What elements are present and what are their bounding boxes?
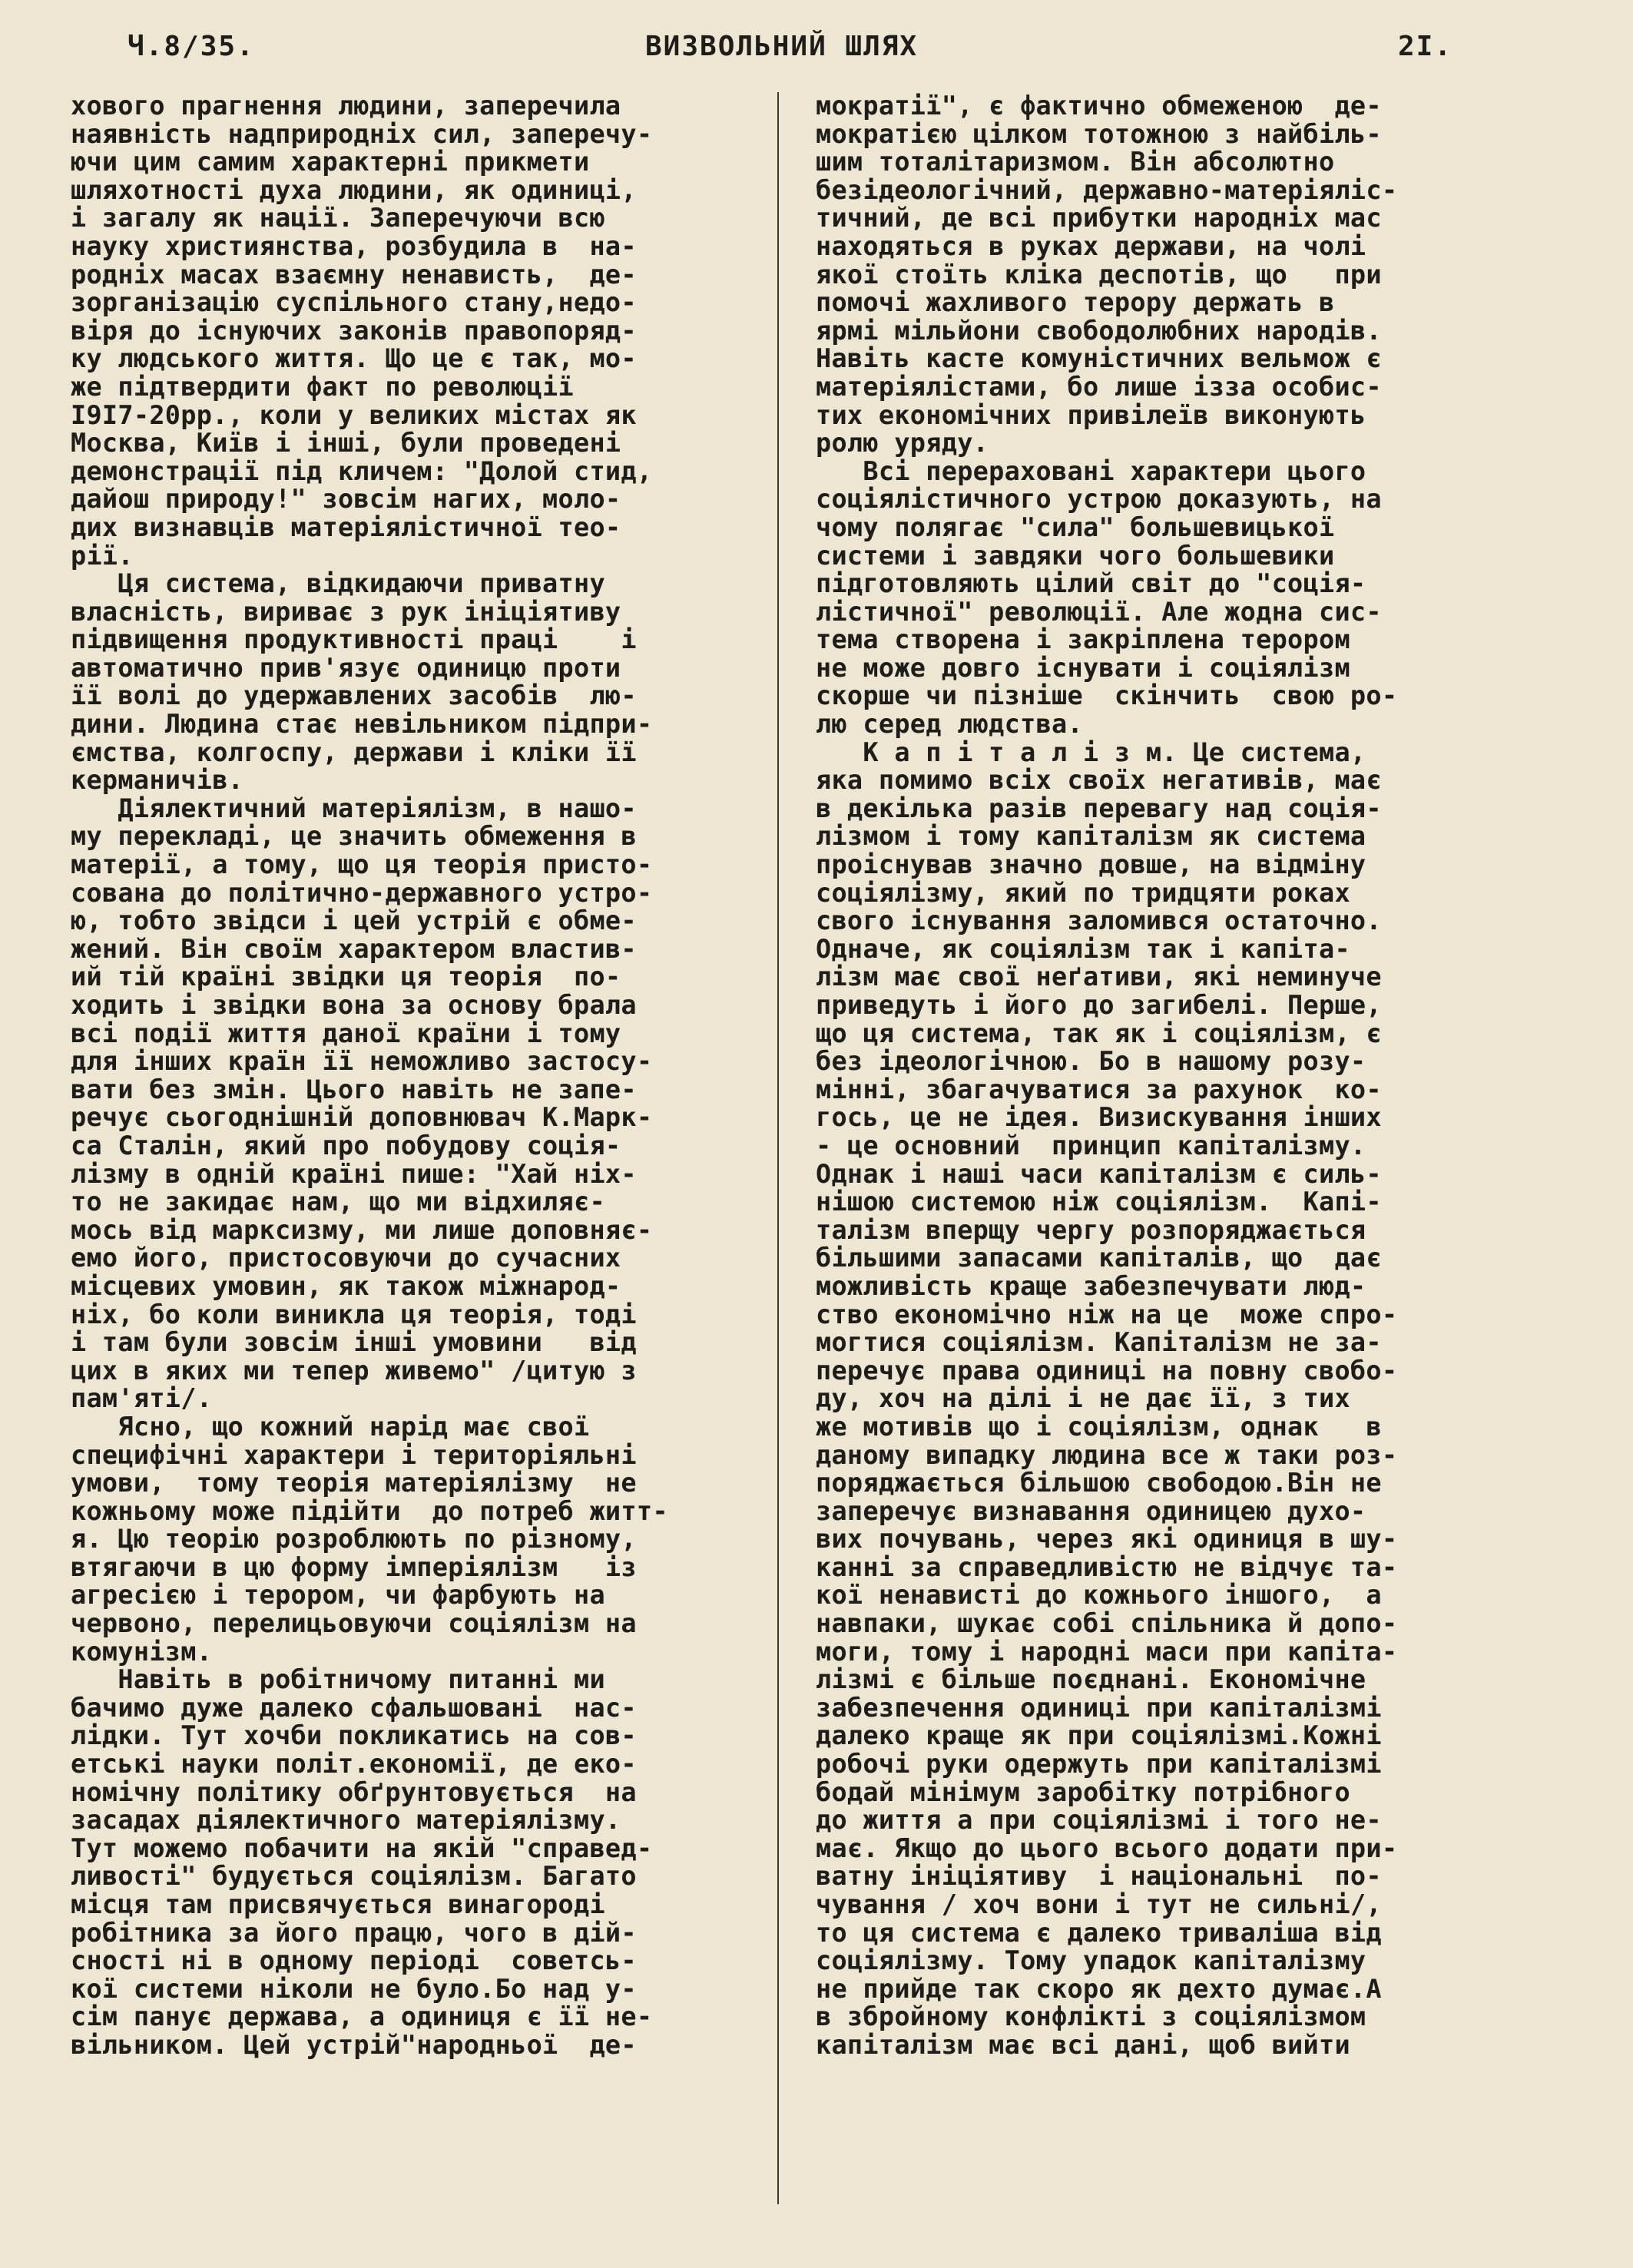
text-line: кожньому може підійти до потреб житт- bbox=[71, 1495, 668, 1526]
text-line: ливості" будується соціялізм. Багато bbox=[71, 1861, 637, 1892]
publication-title: ВИЗВОЛЬНИЙ ШЛЯХ bbox=[645, 31, 919, 62]
text-line: науку християнства, розбудила в на- bbox=[71, 230, 637, 261]
text-line: лізмі є більше поєднані. Економічне bbox=[816, 1664, 1366, 1695]
text-line: шим тоталітаризмом. Він абсолютно bbox=[816, 147, 1335, 177]
text-line: перечує права одиниці на повну свобо- bbox=[816, 1355, 1398, 1386]
text-line: ду, хоч на ділі і не дає її, з тих bbox=[816, 1383, 1350, 1414]
text-line: яка помимо всіх своїх негативів, має bbox=[816, 765, 1382, 796]
right-column bbox=[816, 92, 1492, 2060]
text-line: має. Якщо до цього всього додати при- bbox=[816, 1833, 1398, 1863]
text-line: комунізм. bbox=[71, 1636, 213, 1667]
text-line: ярмі мільйони свободолюбних народів. bbox=[816, 315, 1382, 346]
text-line: поряджається більшою свободою.Він не bbox=[816, 1468, 1382, 1498]
text-line: місця там присвячується винагороді bbox=[71, 1889, 605, 1919]
page-header bbox=[115, 31, 1467, 77]
text-line: жений. Він своїм характером властив- bbox=[71, 933, 637, 964]
text-line: лізм має свої неґативи, які неминуче bbox=[816, 962, 1382, 992]
text-line: в декілька разів перевагу над соція- bbox=[816, 793, 1382, 823]
text-line: всі події життя даної країни і тому bbox=[71, 1018, 621, 1048]
text-line: засадах діялектичного матеріялізму. bbox=[71, 1805, 621, 1836]
text-line: кої ненависті до кожнього іншого, а bbox=[816, 1580, 1382, 1611]
text-line: якої стоїть кліка деспотів, що при bbox=[816, 259, 1382, 290]
text-line: Навіть касте комуністичних вельмож є bbox=[816, 343, 1382, 374]
text-line: канні за справедливістю не відчує та- bbox=[816, 1551, 1398, 1582]
text-line: далеко краще як при соціялізмі.Кожні bbox=[816, 1720, 1382, 1751]
text-line: тих економічних привілеїв виконують bbox=[816, 399, 1366, 430]
text-line: робочі руки одержуть при капіталізмі bbox=[816, 1749, 1382, 1780]
text-line: чому полягає "сила" большевицької bbox=[816, 512, 1335, 542]
text-line: Діялектичний матеріялізм, в нашо- bbox=[71, 793, 637, 823]
text-line: же підтвердити факт по революції bbox=[71, 371, 574, 402]
text-line: речує сьогоднішній доповнювач К.Марк- bbox=[71, 1102, 653, 1133]
text-line: капіталізм має всі дані, щоб вийти bbox=[816, 2029, 1350, 2060]
text-line: му перекладі, це значить обмеження в bbox=[71, 821, 637, 852]
text-line: тичний, де всі прибутки народніх мас bbox=[816, 203, 1382, 233]
text-line: же мотивів що і соціялізм, однак в bbox=[816, 1411, 1382, 1442]
text-line: і загалу як нації. Заперечуючи всю bbox=[71, 203, 605, 233]
text-line: мократією цілком тотожною з найбіль- bbox=[816, 118, 1382, 149]
text-line: то ця система є далеко триваліша від bbox=[816, 1917, 1382, 1948]
text-line: ролю уряду. bbox=[816, 428, 989, 459]
text-line: чування / хоч вони і тут не сильні/, bbox=[816, 1889, 1382, 1919]
text-line: моги, тому і народні маси при капіта- bbox=[816, 1636, 1398, 1667]
text-line: вих почувань, через які одиниця в шу- bbox=[816, 1524, 1398, 1554]
text-line: матерії, а тому, що ця теорія присто- bbox=[71, 849, 653, 880]
text-line: безідеологічний, державно-матеріяліс- bbox=[816, 174, 1398, 205]
text-line: лізмом і тому капіталізм як система bbox=[816, 821, 1366, 852]
text-line: даному випадку людина все ж таки роз- bbox=[816, 1439, 1398, 1470]
text-line: тема створена і закріплена терором bbox=[816, 624, 1350, 655]
text-line: ємства, колгоспу, держави і кліки її bbox=[71, 737, 637, 767]
text-line: місцевих умовин, як також міжнарод- bbox=[71, 1270, 621, 1301]
text-line: мінні, збагачуватися за рахунок ко- bbox=[816, 1074, 1382, 1104]
text-line: сім панує держава, а одиниця є її не- bbox=[71, 2001, 653, 2032]
text-line: соціялізму, який по тридцяти роках bbox=[816, 877, 1350, 908]
text-line: червоно, перелицьовуючи соціялізм на bbox=[71, 1608, 637, 1639]
text-line: в збройному конфлікті з соціялізмом bbox=[816, 2001, 1366, 2032]
text-line: вати без змін. Цього навіть не запе- bbox=[71, 1074, 637, 1104]
text-line: цих в яких ми тепер живемо" /цитую з bbox=[71, 1355, 637, 1386]
text-line: приведуть і його до загибелі. Перше, bbox=[816, 990, 1382, 1020]
text-line: бодай мінімум заробітку потрібного bbox=[816, 1776, 1350, 1807]
text-line: свого існування заломився остаточно. bbox=[816, 906, 1382, 936]
text-line: заперечує визнавання одиницею духо- bbox=[816, 1495, 1366, 1526]
text-line: Ця система, відкидаючи приватну bbox=[71, 568, 605, 599]
text-line: помочі жахливого терору держать в bbox=[816, 287, 1335, 318]
text-line: віря до існуючих законів правопоряд- bbox=[71, 315, 637, 346]
text-line: лідки. Тут хочби покликатись на сов- bbox=[71, 1720, 637, 1751]
text-line: вільником. Цей устрій"народньої де- bbox=[71, 2029, 637, 2060]
text-line: дини. Людина стає невільником підпри- bbox=[71, 709, 653, 740]
text-line: демонстрації під кличем: "Долой стид, bbox=[71, 455, 653, 486]
text-line: са Сталін, який про побудову соція- bbox=[71, 1130, 621, 1160]
left-column bbox=[71, 92, 747, 2060]
text-line: шляхотності духа людини, як одиниці, bbox=[71, 174, 637, 205]
text-line: мось від марксизму, ми лише доповняє- bbox=[71, 1214, 653, 1245]
text-line: ю, тобто звідси і цей устрій є обме- bbox=[71, 906, 637, 936]
text-line: сності ні в одному періоді советсь- bbox=[71, 1945, 637, 1976]
text-line: находяться в руках держави, на чолі bbox=[816, 230, 1366, 261]
text-line: проіснував значно довше, на відміну bbox=[816, 849, 1366, 880]
text-line: зорганізацію суспільного стану,недо- bbox=[71, 287, 637, 318]
text-line: матеріялістами, бо лише ізза особис- bbox=[816, 371, 1382, 402]
text-line: ку людського життя. Що це є так, мо- bbox=[71, 343, 637, 374]
text-line: навпаки, шукає собі спільника й допо- bbox=[816, 1608, 1398, 1639]
text-line: робітника за його працю, чого в дій- bbox=[71, 1917, 637, 1948]
text-line: системи і завдяки чого большевики bbox=[816, 540, 1335, 571]
text-line: і там були зовсім інші умовини від bbox=[71, 1327, 637, 1358]
text-line: ючи цим самим характерні прикмети bbox=[71, 147, 590, 177]
text-line: до життя а при соціялізмі і того не- bbox=[816, 1805, 1382, 1836]
text-line: забезпечення одиниці при капіталізмі bbox=[816, 1692, 1382, 1723]
text-line: керманичів. bbox=[71, 765, 244, 796]
text-line: родніх масах взаємну ненависть, де- bbox=[71, 259, 637, 290]
text-line: кої системи ніколи не було.Бо над у- bbox=[71, 1973, 637, 2004]
text-line: бачимо дуже далеко сфальшовані нас- bbox=[71, 1692, 637, 1723]
text-line: могтися соціялізм. Капіталізм не за- bbox=[816, 1327, 1382, 1358]
text-line: для інших країн її неможливо застосу- bbox=[71, 1046, 653, 1077]
text-line: номічну політику обґрунтовується на bbox=[71, 1776, 637, 1807]
text-line: дих визнавців матеріялістичної тео- bbox=[71, 512, 621, 542]
text-line: лізму в одній країні пише: "Хай ніх- bbox=[71, 1158, 637, 1189]
text-line: хового прагнення людини, заперечила bbox=[71, 91, 621, 121]
text-line: без ідеологічною. Бо в нашому розу- bbox=[816, 1046, 1366, 1077]
text-line: то не закидає нам, що ми відхиляє- bbox=[71, 1187, 605, 1217]
text-line: не прийде так скоро як дехто думає.А bbox=[816, 1973, 1382, 2004]
text-line: І9І7-20рр., коли у великих містах як bbox=[71, 399, 637, 430]
text-line: талізм вперщу чергу розпоряджається bbox=[816, 1214, 1366, 1245]
text-line: ство економічно ніж на це може спро- bbox=[816, 1299, 1398, 1329]
text-line: агресією і терором, чи фарбують на bbox=[71, 1580, 605, 1611]
text-line: що ця система, так як і соціялізм, є bbox=[816, 1018, 1382, 1048]
text-line: Навіть в робітничому питанні ми bbox=[71, 1664, 605, 1695]
text-line: соціялістичного устрою доказують, на bbox=[816, 484, 1382, 515]
text-line: не може довго існувати і соціялізм bbox=[816, 652, 1350, 683]
text-line: Москва, Київ і інші, були проведені bbox=[71, 428, 621, 459]
text-line: Одначе, як соціялізм так і капіта- bbox=[816, 933, 1350, 964]
text-line: ватну ініціятиву і національні по- bbox=[816, 1861, 1382, 1892]
text-line: рії. bbox=[71, 540, 134, 571]
text-line: лю серед людства. bbox=[816, 709, 1083, 740]
text-line: соціялізму. Тому упадок капіталізму bbox=[816, 1945, 1366, 1976]
text-line: гось, це не ідея. Визискування інших bbox=[816, 1102, 1382, 1133]
text-line: сована до політично-державного устро- bbox=[71, 877, 653, 908]
text-line: Ясно, що кожний нарід має свої bbox=[71, 1411, 590, 1442]
column-divider bbox=[777, 92, 779, 2204]
text-line: власність, вириває з рук ініціятиву bbox=[71, 596, 621, 627]
text-line: специфічні характери і територіяльні bbox=[71, 1439, 637, 1470]
text-line: лістичної" революції. Але жодна сис- bbox=[816, 596, 1382, 627]
text-line: ходить і звідки вона за основу брала bbox=[71, 990, 637, 1020]
text-line: я. Цю теорію розроблюють по різному, bbox=[71, 1524, 637, 1554]
text-line: можливість краще забезпечувати люд- bbox=[816, 1270, 1366, 1301]
text-line: умови, тому теорія матеріялізму не bbox=[71, 1468, 637, 1498]
page-number: 2І. bbox=[1398, 31, 1453, 62]
text-line: Однак і наші часи капіталізм є силь- bbox=[816, 1158, 1382, 1189]
text-line: ніх, бо коли виникла ця теорія, тоді bbox=[71, 1299, 637, 1329]
text-line: етські науки політ.економії, де еко- bbox=[71, 1749, 637, 1780]
text-line: автоматично прив'язує одиницю проти bbox=[71, 652, 621, 683]
text-line: емо його, пристосовуючи до сучасних bbox=[71, 1243, 621, 1273]
text-line: втягаючи в цю форму імперіялізм із bbox=[71, 1551, 637, 1582]
text-line: дайош природу!" зовсім нагих, моло- bbox=[71, 484, 621, 515]
text-line: - це основний принцип капіталізму. bbox=[816, 1130, 1366, 1160]
text-line: Тут можемо побачити на якій "справед- bbox=[71, 1833, 653, 1863]
text-line: підвищення продуктивності праці і bbox=[71, 624, 637, 655]
text-line: її волі до удержавлених засобів лю- bbox=[71, 680, 637, 711]
text-line: нішою системою ніж соціялізм. Капі- bbox=[816, 1187, 1382, 1217]
text-line: скорше чи пізніше скінчить свою ро- bbox=[816, 680, 1398, 711]
text-line: К а п і т а л і з м. Це система, bbox=[816, 737, 1366, 767]
text-line: пам'яті/. bbox=[71, 1383, 213, 1414]
text-line: більшими запасами капіталів, що дає bbox=[816, 1243, 1382, 1273]
text-line: ий тій країні звідки ця теорія по- bbox=[71, 962, 621, 992]
text-line: Всі перераховані характери цього bbox=[816, 455, 1366, 486]
issue-number: Ч.8/35. bbox=[128, 31, 255, 62]
text-line: мократії", є фактично обмеженою де- bbox=[816, 91, 1382, 121]
text-line: наявність надприродніх сил, заперечу- bbox=[71, 118, 653, 149]
text-line: підготовляють цілий світ до "соція- bbox=[816, 568, 1366, 599]
